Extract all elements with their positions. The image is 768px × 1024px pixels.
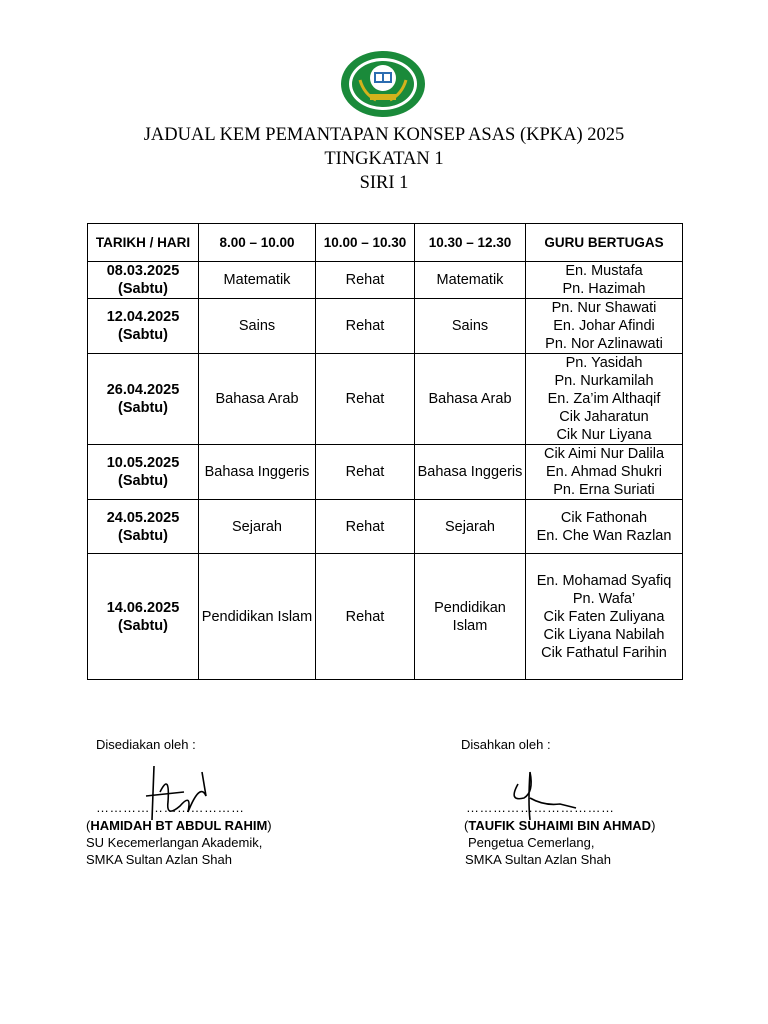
col-header-break: 10.00 – 10.30 — [316, 224, 415, 262]
date-cell — [88, 554, 199, 680]
teacher-name: En. Ahmad Shukri — [545, 464, 663, 480]
day-value: (Sabtu) — [118, 327, 168, 343]
slot1-cell: Sejarah — [199, 500, 316, 554]
break-cell: Rehat — [316, 500, 415, 554]
teacher-name: Pn. Nurkamilah — [554, 373, 654, 389]
date-value: 08.03.2025 — [106, 263, 180, 279]
teachers-cell — [526, 554, 683, 680]
teacher-name: Cik Fathonah — [560, 509, 648, 526]
date-value: 12.04.2025 — [106, 309, 180, 325]
break-cell: Rehat — [316, 445, 415, 500]
col-header-date: TARIKH / HARI — [88, 224, 199, 262]
col-header-teachers: GURU BERTUGAS — [526, 224, 683, 262]
slot2-cell: Pendidikan Islam — [415, 554, 526, 680]
break-cell: Rehat — [316, 262, 415, 299]
teacher-name: Cik Liyana Nabilah — [543, 626, 665, 643]
slot2-cell: Matematik — [415, 262, 526, 299]
day-value: (Sabtu) — [118, 400, 168, 416]
table-row — [88, 500, 683, 554]
teacher-name: En. Za’im Althaqif — [547, 391, 661, 407]
date-value: 26.04.2025 — [106, 382, 180, 398]
teacher-name: Cik Faten Zuliyana — [543, 608, 665, 625]
slot1-cell: Sains — [199, 299, 316, 354]
prepared-by-name: (HAMIDAH BT ABDUL RAHIM) — [86, 818, 272, 833]
teachers-cell — [526, 299, 683, 354]
teacher-name: En. Johar Afindi — [553, 318, 655, 334]
teacher-name: Cik Nur Liyana — [556, 427, 652, 443]
teacher-name: Pn. Hazimah — [562, 281, 646, 297]
date-cell — [88, 354, 199, 445]
date-cell — [88, 262, 199, 299]
slot2-cell: Sains — [415, 299, 526, 354]
date-cell — [88, 445, 199, 500]
form-level-title: TINGKATAN 1 — [324, 149, 444, 169]
date-cell — [88, 500, 199, 554]
prepared-by-label: Disediakan oleh : — [96, 737, 196, 752]
day-value: (Sabtu) — [118, 281, 168, 297]
slot1-cell: Bahasa Arab — [199, 354, 316, 445]
table-row — [88, 262, 683, 299]
date-cell — [88, 299, 199, 354]
break-cell: Rehat — [316, 299, 415, 354]
break-cell: Rehat — [316, 554, 415, 680]
approved-by-dots: …………………………… — [466, 800, 615, 815]
teachers-cell — [526, 500, 683, 554]
approved-by-name: (TAUFIK SUHAIMI BIN AHMAD) — [464, 818, 656, 833]
day-value: (Sabtu) — [118, 473, 168, 489]
teacher-name: Cik Fathatul Farihin — [541, 644, 667, 661]
teacher-name: Cik Aimi Nur Dalila — [543, 446, 665, 462]
slot2-cell: Sejarah — [415, 500, 526, 554]
teacher-name: Pn. Wafa’ — [572, 590, 636, 607]
day-value: (Sabtu) — [118, 527, 168, 544]
teachers-cell — [526, 262, 683, 299]
slot1-cell: Matematik — [199, 262, 316, 299]
teacher-name: En. Che Wan Razlan — [536, 527, 672, 544]
prepared-by-dots: …………………………… — [96, 800, 245, 815]
prepared-by-position: SU Kecemerlangan Akademik, — [86, 835, 263, 850]
teacher-name: Cik Jaharatun — [559, 409, 649, 425]
teacher-name: Pn. Nur Shawati — [551, 300, 657, 316]
table-row — [88, 445, 683, 500]
teacher-name: Pn. Yasidah — [565, 355, 643, 371]
schedule-table — [87, 223, 683, 680]
col-header-slot2: 10.30 – 12.30 — [415, 224, 526, 262]
school-crest-logo — [340, 50, 426, 118]
teacher-name: Pn. Erna Suriati — [553, 482, 655, 498]
approved-by-school: SMKA Sultan Azlan Shah — [465, 852, 611, 867]
day-value: (Sabtu) — [118, 617, 168, 634]
table-row — [88, 554, 683, 680]
teacher-name: En. Mohamad Syafiq — [536, 572, 672, 589]
slot1-cell: Bahasa Inggeris — [199, 445, 316, 500]
series-title: SIRI 1 — [359, 173, 409, 193]
teachers-cell — [526, 354, 683, 445]
approved-by-position: Pengetua Cemerlang, — [468, 835, 595, 850]
prepared-by-name-text: HAMIDAH BT ABDUL RAHIM — [90, 818, 268, 833]
prepared-by-school: SMKA Sultan Azlan Shah — [86, 852, 232, 867]
teacher-name: Pn. Nor Azlinawati — [545, 336, 663, 352]
date-value: 14.06.2025 — [106, 599, 180, 616]
slot2-cell: Bahasa Inggeris — [415, 445, 526, 500]
page-title: JADUAL KEM PEMANTAPAN KONSEP ASAS (KPKA) 2025 — [143, 125, 625, 145]
table-row — [88, 299, 683, 354]
slot2-cell: Bahasa Arab — [415, 354, 526, 445]
slot1-cell: Pendidikan Islam — [199, 554, 316, 680]
date-value: 10.05.2025 — [106, 455, 180, 471]
table-row — [88, 354, 683, 445]
teachers-cell — [526, 445, 683, 500]
table-header-row — [88, 224, 683, 262]
approved-by-label: Disahkan oleh : — [461, 737, 551, 752]
date-value: 24.05.2025 — [106, 509, 180, 526]
approved-by-name-text: TAUFIK SUHAIMI BIN AHMAD — [468, 818, 652, 833]
teacher-name: En. Mustafa — [565, 263, 643, 279]
col-header-slot1: 8.00 – 10.00 — [199, 224, 316, 262]
break-cell: Rehat — [316, 354, 415, 445]
